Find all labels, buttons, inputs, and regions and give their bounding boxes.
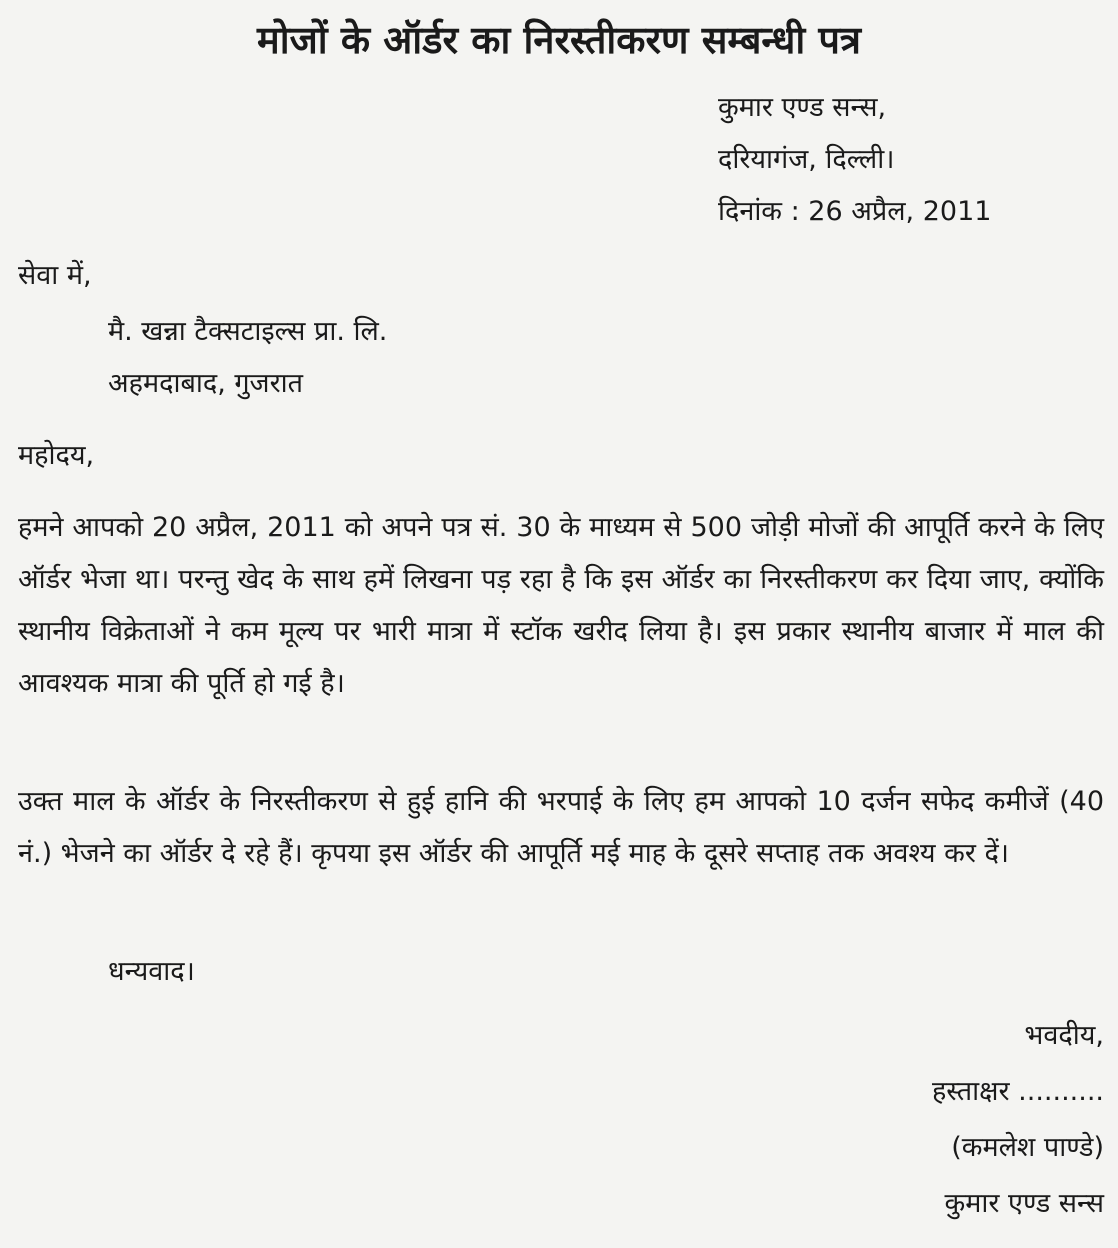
- closing-block: [932, 1008, 1104, 1232]
- sender-name: कुमार एण्ड सन्स,: [718, 92, 887, 123]
- recipient-name: मै. खन्ना टैक्सटाइल्स प्रा. लि.: [108, 316, 388, 347]
- signatory-company: कुमार एण्ड सन्स: [944, 1188, 1104, 1219]
- sender-address-block: [718, 82, 991, 238]
- signatory-name: (कमलेश पाण्डे): [951, 1132, 1104, 1163]
- signature-line: हस्ताक्षर ..........: [931, 1076, 1104, 1107]
- closing-yours: भवदीय,: [1024, 1020, 1104, 1051]
- body-paragraph-1: हमने आपको 20 अप्रैल, 2011 को अपने पत्र सं. 30 के माध्यम से 500 जोड़ी मोजों की आपूर्ति करने के लिए ऑर्डर भेजा था। परन्तु खेद के साथ हमें लिखना पड़ रहा है कि इस ऑर्डर का निरस्तीकरण कर दिया जाए, क्योंकि स्थानीय विक्रेताओं ने कम मूल्य पर भारी मात्रा में स्टॉक खरीद लिया है। इस प्रकार स्थानीय बाजार में माल की आवश्यक मात्रा की पूर्ति हो गई है।: [18, 512, 1104, 699]
- sender-city: दरियागंज, दिल्ली।: [718, 144, 895, 175]
- letter-date: दिनांक : 26 अप्रैल, 2011: [718, 196, 992, 227]
- recipient-address-block: [108, 306, 387, 410]
- thanks-line: धन्यवाद।: [108, 956, 195, 987]
- body-paragraph-2: उक्त माल के ऑर्डर के निरस्तीकरण से हुई हानि की भरपाई के लिए हम आपको 10 दर्जन सफेद कमीजें (40 नं.) भेजने का ऑर्डर दे रहे हैं। कृपया इस ऑर्डर की आपूर्ति मई माह के दूसरे सप्ताह तक अवश्य कर दें।: [18, 786, 1104, 869]
- letter-title: मोजों के ऑर्डर का निरस्तीकरण सम्बन्धी पत्र: [257, 18, 861, 62]
- salutation: महोदय,: [18, 440, 95, 471]
- recipient-city: अहमदाबाद, गुजरात: [108, 368, 304, 399]
- to-label: सेवा में,: [18, 260, 92, 291]
